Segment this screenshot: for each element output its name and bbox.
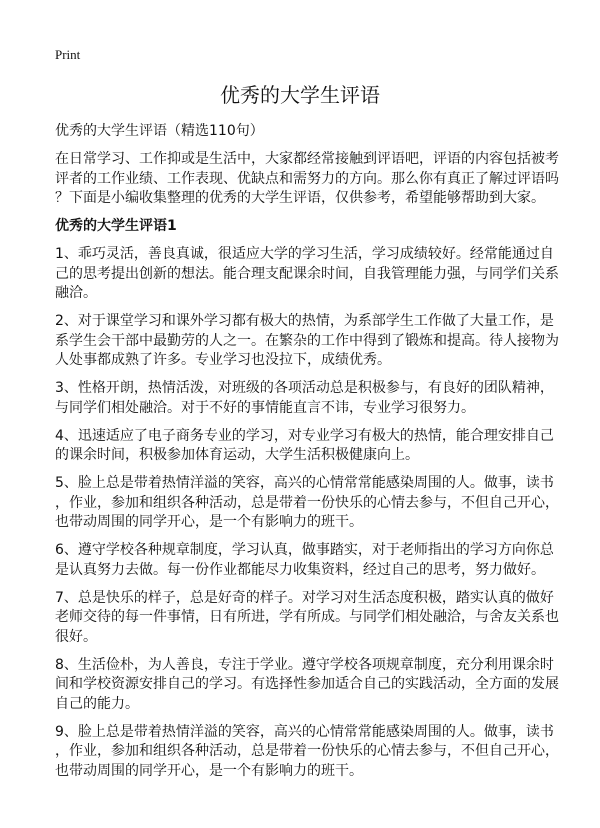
comment-item <box>55 427 555 466</box>
text-line: 融洽。 <box>55 285 97 301</box>
text-line: 系学生会干部中最勤劳的人之一。在繁杂的工作中得到了锻炼和提高。待人接物为 <box>55 332 559 349</box>
text-line: 评者的工作业绩、工作表现、优缺点和需努力的方向。那么你有真正了解过评语吗 <box>55 170 559 187</box>
text-line: 老师交待的每一件事情，日有所进，学有所成。与同学们相处融洽，与舍友关系也 <box>55 609 559 625</box>
print-link[interactable]: Print <box>55 47 81 62</box>
subtitle <box>55 122 555 142</box>
intro-paragraph <box>55 150 559 209</box>
text-line: ，作业，参加和组织各种活动，总是带着一份快乐的心情去参与，不但自己开心， <box>55 494 559 511</box>
text-line: 3、性格开朗，热情活泼，对班级的各项活动总是积极参与，有良好的团队精神， <box>55 380 554 396</box>
text-line: 是认真努力去做。每一份作业都能尽力收集资料，经过自己的思考，努力做好。 <box>55 561 545 578</box>
text-line: 也带动周围的同学开心，是一个有影响力的班干。 <box>55 514 363 530</box>
text-line: 的课余时间，积极参加体育运动，大学生活积极健康向上。 <box>55 447 419 463</box>
section-heading-text: 优秀的大学生评语1 <box>55 218 177 234</box>
text-line: 间和学校资源安排自己的学习。有选择性参加适合自己的实践活动，全方面的发展 <box>55 676 559 692</box>
text-line: 人处事都成熟了许多。专业学习也没拉下，成绩优秀。 <box>55 352 391 368</box>
comment-item <box>55 379 555 418</box>
page-title: 优秀的大学生评语 <box>220 83 380 107</box>
section-heading <box>55 217 555 237</box>
text-line: 在日常学习、工作抑或是生活中，大家都经常接触到评语吧，评语的内容包括被考 <box>55 151 559 167</box>
comment-item <box>55 312 559 371</box>
text-line: 与同学们相处融洽。对于不好的事情能直言不讳，专业学习很努力。 <box>55 399 475 416</box>
comment-item <box>55 723 559 782</box>
text-line: 8、生活俭朴，为人善良，专注于学业。遵守学校各项规章制度，充分利用课余时 <box>55 656 554 673</box>
text-line: 也带动周围的同学开心，是一个有影响力的班干。 <box>55 762 363 779</box>
comment-item <box>55 541 555 580</box>
comment-item <box>55 474 559 533</box>
text-line: 很好。 <box>55 628 97 645</box>
subtitle-text: 优秀的大学生评语（精选110句） <box>55 123 264 139</box>
text-line: 7、总是快乐的样子，总是好奇的样子。对学习对生活态度积极，踏实认真的做好 <box>55 589 554 606</box>
text-line: ？下面是小编收集整理的优秀的大学生评语，仅供参考，希望能够帮助到大家。 <box>55 190 545 206</box>
comment-item <box>55 589 559 648</box>
text-line: 4、迅速适应了电子商务专业的学习，对专业学习有极大的热情，能合理安排自己 <box>55 427 554 444</box>
text-line: ，作业，参加和组织各种活动，总是带着一份快乐的心情去参与，不但自己开心， <box>55 743 559 759</box>
document-body <box>55 122 559 790</box>
text-line: 2、对于课堂学习和课外学习都有极大的热情，为系部学生工作做了大量工作，是 <box>55 313 554 329</box>
comment-item <box>55 656 559 715</box>
comment-item <box>55 245 559 304</box>
text-line: 己的思考提出创新的想法。能合理支配课余时间，自我管理能力强，与同学们关系 <box>55 265 559 282</box>
text-line: 6、遵守学校各种规章制度，学习认真，做事踏实，对于老师指出的学习方向你总 <box>55 542 554 558</box>
text-line: 5、脸上总是带着热情洋溢的笑容，高兴的心情常常能感染周围的人。做事，读书 <box>55 475 554 491</box>
comment-list <box>55 245 559 781</box>
text-line: 9、脸上总是带着热情洋溢的笑容，高兴的心情常常能感染周围的人。做事，读书 <box>55 723 554 740</box>
text-line: 1、乖巧灵活，善良真诚，很适应大学的学习生活，学习成绩较好。经常能通过自 <box>55 246 554 262</box>
text-line: 自己的能力。 <box>55 695 139 712</box>
